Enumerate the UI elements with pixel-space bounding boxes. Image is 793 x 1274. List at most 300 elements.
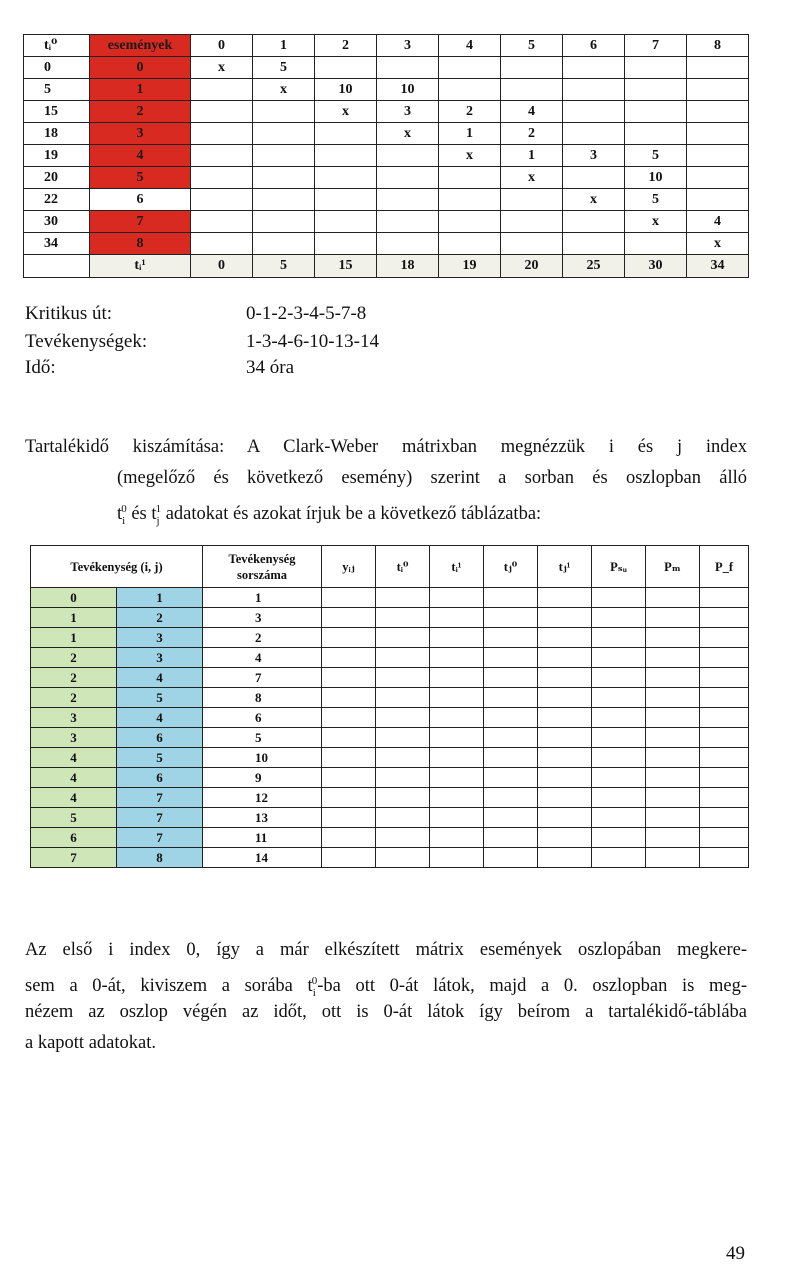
activity-number: 14	[203, 848, 322, 868]
reserve-row	[31, 808, 749, 828]
empty-cell	[592, 808, 646, 828]
matrix-cell: 1	[439, 123, 501, 145]
index-i: 2	[31, 648, 117, 668]
matrix-cell	[377, 145, 439, 167]
matrix-cell	[501, 57, 563, 79]
matrix-cell	[501, 79, 563, 101]
empty-cell	[484, 628, 538, 648]
empty-cell	[538, 848, 592, 868]
matrix-cell	[315, 167, 377, 189]
index-j: 6	[117, 728, 203, 748]
empty-cell	[484, 808, 538, 828]
empty-cell	[646, 768, 700, 788]
matrix-cell	[253, 167, 315, 189]
explanation-line: sem a 0-át, kiviszem a sorába $t_i^0-ba$ ott 0-át látok, majd a 0. oszlopban is meg-	[25, 975, 747, 999]
empty-cell	[322, 688, 376, 708]
activity-number: 5	[203, 728, 322, 748]
footer-t1: 30	[625, 255, 687, 278]
reserve-row	[31, 848, 749, 868]
empty-cell	[484, 688, 538, 708]
matrix-row	[24, 211, 749, 233]
explanation-line: Az első i index 0, így a már elkészített mátrix események oszlopában megkere-	[25, 940, 747, 960]
matrix-cell	[563, 79, 625, 101]
empty-cell	[646, 648, 700, 668]
matrix-row	[24, 189, 749, 211]
reserve-row	[31, 608, 749, 628]
row-event: 2	[90, 101, 191, 123]
matrix-cell	[315, 189, 377, 211]
empty-cell	[430, 848, 484, 868]
clark-weber-matrix	[23, 34, 749, 278]
matrix-cell	[377, 211, 439, 233]
index-i: 4	[31, 748, 117, 768]
footer-t1: 5	[253, 255, 315, 278]
matrix-cell	[687, 189, 749, 211]
empty-cell	[538, 588, 592, 608]
header-activity-pair: Tevékenység (i, j)	[31, 546, 203, 588]
matrix-cell	[191, 233, 253, 255]
matrix-cell: 2	[501, 123, 563, 145]
reserve-row	[31, 708, 749, 728]
header-ti1: tᵢ¹	[430, 546, 484, 588]
matrix-cell	[687, 123, 749, 145]
empty-cell	[700, 828, 749, 848]
empty-cell	[322, 768, 376, 788]
header-col: 6	[563, 35, 625, 57]
empty-cell	[322, 848, 376, 868]
empty-cell	[646, 628, 700, 648]
index-j: 4	[117, 708, 203, 728]
header-col: 3	[377, 35, 439, 57]
matrix-cell	[625, 101, 687, 123]
empty-cell	[484, 828, 538, 848]
empty-cell	[646, 588, 700, 608]
reserve-time-table	[30, 545, 749, 868]
page-number: 49	[726, 1243, 745, 1264]
summary-value: 1-3-4-6-10-13-14	[246, 331, 379, 352]
row-t0: 34	[24, 233, 90, 255]
empty-cell	[538, 708, 592, 728]
empty-cell	[322, 708, 376, 728]
index-j: 5	[117, 748, 203, 768]
empty-cell	[592, 708, 646, 728]
matrix-cell	[687, 79, 749, 101]
index-i: 1	[31, 608, 117, 628]
empty-cell	[430, 748, 484, 768]
matrix-cell: 10	[625, 167, 687, 189]
matrix-cell	[377, 57, 439, 79]
empty-cell	[538, 668, 592, 688]
matrix-cell	[191, 123, 253, 145]
index-i: 4	[31, 788, 117, 808]
empty-cell	[700, 728, 749, 748]
activity-number: 13	[203, 808, 322, 828]
matrix-row	[24, 167, 749, 189]
row-event: 8	[90, 233, 191, 255]
matrix-cell	[563, 57, 625, 79]
summary-value: 34 óra	[246, 357, 295, 378]
empty-cell	[592, 828, 646, 848]
empty-cell	[322, 808, 376, 828]
diagonal-mark: x	[315, 101, 377, 123]
header-col: 4	[439, 35, 501, 57]
empty-cell	[646, 668, 700, 688]
matrix-cell	[501, 233, 563, 255]
row-event: 7	[90, 211, 191, 233]
row-event: 1	[90, 79, 191, 101]
empty-cell	[592, 788, 646, 808]
header-ti0: tᵢ⁰	[376, 546, 430, 588]
row-t0: 18	[24, 123, 90, 145]
matrix-cell	[191, 145, 253, 167]
empty-cell	[322, 748, 376, 768]
empty-cell	[700, 768, 749, 788]
intro-line-2: (megelőző és következő esemény) szerint a sorban és oszlopban álló	[117, 468, 747, 488]
matrix-cell	[253, 189, 315, 211]
matrix-cell	[563, 233, 625, 255]
index-j: 7	[117, 828, 203, 848]
empty-cell	[700, 648, 749, 668]
matrix-cell	[563, 123, 625, 145]
activity-number: 1	[203, 588, 322, 608]
diagonal-mark: x	[501, 167, 563, 189]
empty-cell	[430, 688, 484, 708]
matrix-cell	[253, 233, 315, 255]
empty-cell	[376, 788, 430, 808]
index-j: 6	[117, 768, 203, 788]
row-event: 3	[90, 123, 191, 145]
matrix-cell	[315, 211, 377, 233]
activity-number: 7	[203, 668, 322, 688]
matrix-cell	[625, 233, 687, 255]
reserve-row	[31, 748, 749, 768]
matrix-cell: 3	[377, 101, 439, 123]
row-t0: 19	[24, 145, 90, 167]
empty-cell	[430, 668, 484, 688]
header-col: 0	[191, 35, 253, 57]
footer-t1: 25	[563, 255, 625, 278]
activity-number: 11	[203, 828, 322, 848]
empty-cell	[592, 688, 646, 708]
matrix-row	[24, 101, 749, 123]
empty-cell	[538, 628, 592, 648]
matrix-cell	[191, 167, 253, 189]
matrix-cell	[315, 233, 377, 255]
matrix-cell	[191, 79, 253, 101]
empty-cell	[538, 648, 592, 668]
header-activity-number: Tevékenység sorszáma	[203, 546, 322, 588]
matrix-cell	[315, 123, 377, 145]
empty-cell	[646, 688, 700, 708]
activity-number: 3	[203, 608, 322, 628]
header-col: 5	[501, 35, 563, 57]
empty-cell	[376, 828, 430, 848]
matrix-cell: 4	[501, 101, 563, 123]
empty-cell	[700, 688, 749, 708]
index-j: 1	[117, 588, 203, 608]
empty-cell	[322, 648, 376, 668]
empty-cell	[538, 788, 592, 808]
matrix-cell: 5	[253, 57, 315, 79]
matrix-cell	[253, 101, 315, 123]
matrix-footer-row	[24, 255, 749, 278]
matrix-header-row	[24, 35, 749, 57]
empty-cell	[646, 788, 700, 808]
empty-cell	[322, 668, 376, 688]
empty-cell	[484, 848, 538, 868]
empty-cell	[646, 708, 700, 728]
empty-cell	[430, 828, 484, 848]
footer-t1: 15	[315, 255, 377, 278]
empty-cell	[592, 748, 646, 768]
empty-cell	[376, 848, 430, 868]
index-i: 7	[31, 848, 117, 868]
empty-cell	[592, 848, 646, 868]
diagonal-mark: x	[439, 145, 501, 167]
empty-cell	[484, 648, 538, 668]
header-pf: P_f	[700, 546, 749, 588]
header-col: 8	[687, 35, 749, 57]
empty-cell	[376, 748, 430, 768]
row-t0: 22	[24, 189, 90, 211]
index-j: 3	[117, 628, 203, 648]
matrix-row	[24, 123, 749, 145]
footer-label: tᵢ¹	[90, 255, 191, 278]
activity-number: 6	[203, 708, 322, 728]
empty-cell	[376, 628, 430, 648]
empty-cell	[322, 728, 376, 748]
index-j: 5	[117, 688, 203, 708]
index-j: 4	[117, 668, 203, 688]
empty-cell	[376, 688, 430, 708]
matrix-cell	[439, 233, 501, 255]
matrix-cell	[315, 57, 377, 79]
footer-t1: 18	[377, 255, 439, 278]
empty-cell	[538, 808, 592, 828]
index-j: 7	[117, 808, 203, 828]
empty-cell	[376, 588, 430, 608]
empty-cell	[376, 648, 430, 668]
activity-number: 8	[203, 688, 322, 708]
row-event: 0	[90, 57, 191, 79]
empty-cell	[592, 728, 646, 748]
matrix-cell	[439, 79, 501, 101]
matrix-cell	[253, 123, 315, 145]
activity-number: 9	[203, 768, 322, 788]
footer-t1: 19	[439, 255, 501, 278]
header-col: 7	[625, 35, 687, 57]
empty-cell	[700, 748, 749, 768]
matrix-cell	[315, 145, 377, 167]
matrix-cell	[625, 79, 687, 101]
empty-cell	[430, 708, 484, 728]
activity-number: 2	[203, 628, 322, 648]
reserve-row	[31, 588, 749, 608]
index-j: 8	[117, 848, 203, 868]
matrix-cell	[253, 211, 315, 233]
index-j: 3	[117, 648, 203, 668]
index-i: 2	[31, 668, 117, 688]
activity-number: 12	[203, 788, 322, 808]
empty-cell	[484, 728, 538, 748]
empty-cell	[700, 588, 749, 608]
empty-cell	[592, 608, 646, 628]
empty-cell	[646, 728, 700, 748]
summary-label: Idő:	[25, 357, 56, 378]
row-t0: 5	[24, 79, 90, 101]
empty-cell	[484, 608, 538, 628]
header-col: 2	[315, 35, 377, 57]
row-event: 4	[90, 145, 191, 167]
empty-cell	[592, 648, 646, 668]
empty-cell	[322, 628, 376, 648]
summary-label: Kritikus út:	[25, 303, 113, 324]
intro-line-3: $t_i^0$ és $t_j^1$ adatokat és azokat írjuk be a következő táblázatba:	[117, 503, 542, 527]
summary-label: Tevékenységek:	[25, 331, 148, 352]
empty-cell	[376, 668, 430, 688]
matrix-cell	[191, 101, 253, 123]
index-i: 1	[31, 628, 117, 648]
matrix-cell	[687, 145, 749, 167]
matrix-cell: 10	[315, 79, 377, 101]
empty-cell	[538, 828, 592, 848]
matrix-cell	[625, 57, 687, 79]
row-t0: 30	[24, 211, 90, 233]
empty-cell	[376, 708, 430, 728]
empty-cell	[322, 588, 376, 608]
empty-cell	[430, 728, 484, 748]
diagonal-mark: x	[563, 189, 625, 211]
matrix-cell	[253, 145, 315, 167]
empty-cell	[538, 608, 592, 628]
matrix-cell	[439, 57, 501, 79]
empty-cell	[376, 728, 430, 748]
matrix-cell	[439, 167, 501, 189]
empty-cell	[700, 788, 749, 808]
empty-cell	[484, 588, 538, 608]
matrix-cell	[563, 211, 625, 233]
diagonal-mark: x	[253, 79, 315, 101]
footer-t1: 34	[687, 255, 749, 278]
matrix-cell: 5	[625, 189, 687, 211]
matrix-cell	[501, 189, 563, 211]
empty-cell	[430, 808, 484, 828]
header-col: 1	[253, 35, 315, 57]
header-tj0: tⱼ⁰	[484, 546, 538, 588]
empty-cell	[430, 608, 484, 628]
index-i: 0	[31, 588, 117, 608]
matrix-row	[24, 145, 749, 167]
diagonal-mark: x	[377, 123, 439, 145]
row-event: 6	[90, 189, 191, 211]
reserve-row	[31, 648, 749, 668]
matrix-cell	[439, 189, 501, 211]
matrix-cell	[191, 189, 253, 211]
empty-cell	[700, 628, 749, 648]
matrix-cell: 2	[439, 101, 501, 123]
empty-cell	[700, 708, 749, 728]
empty-cell	[592, 768, 646, 788]
reserve-row	[31, 768, 749, 788]
header-psz: Pₛᵤ	[592, 546, 646, 588]
empty-cell	[592, 628, 646, 648]
empty-cell	[430, 588, 484, 608]
header-tj1: tⱼ¹	[538, 546, 592, 588]
diagonal-mark: x	[687, 233, 749, 255]
header-pm: Pₘ	[646, 546, 700, 588]
diagonal-mark: x	[191, 57, 253, 79]
footer-blank	[24, 255, 90, 278]
row-t0: 20	[24, 167, 90, 189]
empty-cell	[700, 808, 749, 828]
empty-cell	[646, 848, 700, 868]
empty-cell	[700, 608, 749, 628]
explanation-line: a kapott adatokat.	[25, 1033, 156, 1053]
index-i: 5	[31, 808, 117, 828]
empty-cell	[484, 668, 538, 688]
intro-lead: Tartalékidő kiszámítása:	[25, 437, 225, 457]
matrix-row	[24, 79, 749, 101]
empty-cell	[322, 788, 376, 808]
empty-cell	[700, 668, 749, 688]
diagonal-mark: x	[625, 211, 687, 233]
matrix-cell	[563, 167, 625, 189]
empty-cell	[592, 588, 646, 608]
row-t0: 0	[24, 57, 90, 79]
matrix-cell	[377, 233, 439, 255]
empty-cell	[484, 768, 538, 788]
matrix-cell	[501, 211, 563, 233]
reserve-row	[31, 828, 749, 848]
matrix-cell	[563, 101, 625, 123]
footer-t1: 0	[191, 255, 253, 278]
empty-cell	[646, 828, 700, 848]
empty-cell	[646, 608, 700, 628]
empty-cell	[484, 748, 538, 768]
matrix-cell: 1	[501, 145, 563, 167]
index-i: 2	[31, 688, 117, 708]
header-yij: yᵢⱼ	[322, 546, 376, 588]
activity-number: 4	[203, 648, 322, 668]
empty-cell	[538, 728, 592, 748]
empty-cell	[430, 628, 484, 648]
reserve-row	[31, 788, 749, 808]
empty-cell	[376, 608, 430, 628]
index-i: 3	[31, 728, 117, 748]
matrix-cell	[625, 123, 687, 145]
intro-text: A Clark-Weber mátrixban megnézzük i és j index	[247, 437, 747, 457]
empty-cell	[430, 788, 484, 808]
empty-cell	[484, 708, 538, 728]
matrix-cell	[191, 211, 253, 233]
reserve-row	[31, 728, 749, 748]
empty-cell	[322, 828, 376, 848]
matrix-cell: 5	[625, 145, 687, 167]
empty-cell	[376, 808, 430, 828]
empty-cell	[430, 648, 484, 668]
reserve-row	[31, 668, 749, 688]
row-event: 5	[90, 167, 191, 189]
reserve-row	[31, 688, 749, 708]
matrix-cell	[687, 57, 749, 79]
reserve-header-row	[31, 546, 749, 588]
empty-cell	[538, 688, 592, 708]
matrix-cell	[377, 189, 439, 211]
matrix-cell: 4	[687, 211, 749, 233]
footer-t1: 20	[501, 255, 563, 278]
empty-cell	[592, 668, 646, 688]
index-i: 6	[31, 828, 117, 848]
